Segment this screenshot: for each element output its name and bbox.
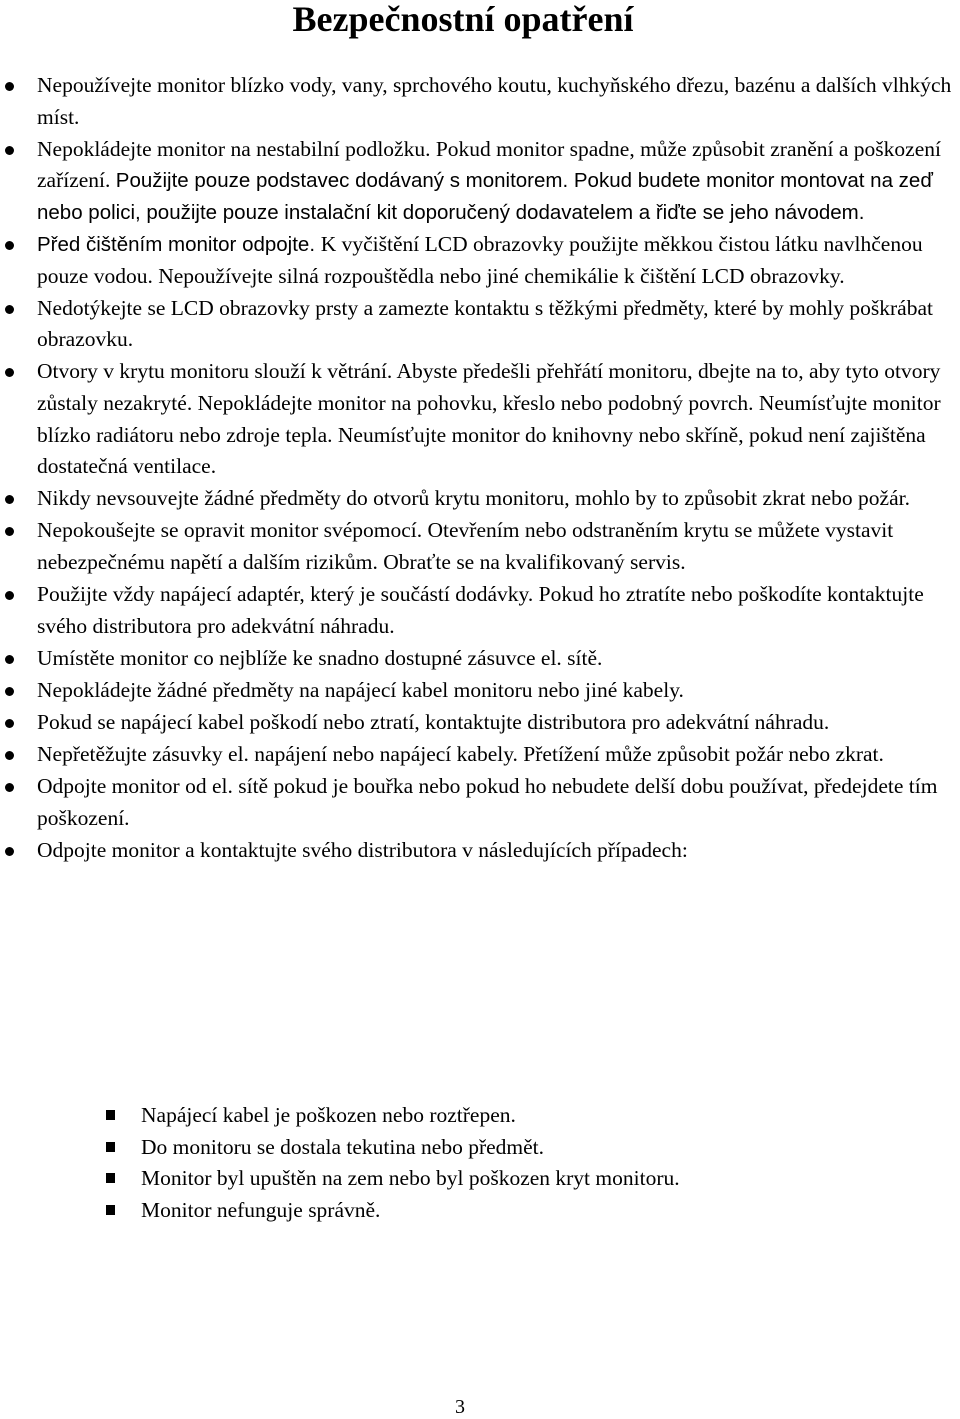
safety-item-stability [0,134,957,229]
safety-list [0,70,960,867]
bullet-icon [5,368,14,377]
item-text: Nepokládejte žádné předměty na napájecí kabel monitoru nebo jiné kabely. [37,677,684,702]
square-bullet-icon [106,1205,115,1215]
contact-case-text: Monitor nefunguje správně. [141,1197,381,1222]
item-text: Otvory v krytu monitoru slouží k větrání. Abyste předešli přehřátí monitoru, dbejte na to, aby tyto otvory zůstaly nezakryté. Nepokládejte monitor na pohovku, křeslo nebo podobný povrch. Neumísťujte monitor blízko radiátoru nebo zdroje tepla. Neumísťujte monitor do knihovny nebo skříně, pokud není zajištěna dostatečná ventilace. [37,359,941,479]
item-text: Umístěte monitor co nejblíže ke snadno dostupné zásuvce el. sítě. [37,645,603,670]
bullet-icon [5,783,14,792]
safety-item-adapter [0,579,957,642]
item-text: Nikdy nevsouvejte žádné předměty do otvorů krytu monitoru, mohlo by to způsobit zkrat nebo požár. [37,486,910,511]
contact-case-item [0,1195,960,1227]
safety-item-cable-damage [0,707,957,739]
item-text: Použijte vždy napájecí adaptér, který je součástí dodávky. Pokud ho ztratíte nebo poškodíte kontaktujte svého distributora pro adekvátní náhradu. [37,582,924,638]
contact-case-text: Monitor byl upuštěn na zem nebo byl poškozen kryt monitoru. [141,1166,680,1191]
item-text [37,229,957,292]
contact-case-item [0,1100,960,1132]
item-text-serif: Nepokládejte monitor na nestabilní podložku. Pokud monitor spadne, může způsobit zranění a poškození zařízení. [37,136,941,193]
bullet-icon [5,495,14,504]
bullet-icon [5,305,14,314]
bullet-icon [5,527,14,536]
contact-case-item [0,1163,960,1195]
item-text-sans: Použijte pouze podstavec dodávaný s monitorem. Pokud budete monitor montovat na zeď nebo polici, použijte pouze instalační kit doporučený dodavatelem a řiďte se jeho návodem. [37,169,933,224]
safety-item-cleaning [0,229,957,292]
bullet-icon [5,687,14,696]
bullet-icon [5,146,14,155]
safety-item-storm [0,771,957,834]
bullet-icon [5,82,14,91]
item-text [37,134,957,229]
contact-case-text: Napájecí kabel je poškozen nebo roztřepen. [141,1103,516,1127]
safety-item-contact [0,835,957,867]
page-number: 3 [455,1396,465,1418]
square-bullet-icon [106,1142,115,1152]
safety-item-repair [0,515,957,578]
square-bullet-icon [106,1110,115,1120]
square-bullet-icon [106,1173,115,1183]
item-text-serif: K vyčištění LCD obrazovky použijte měkkou čistou látku navlhčenou pouze vodou. Nepoužívejte silná rozpouštědla nebo jiné chemikálie k čištění LCD obrazovky. [37,231,923,288]
item-text-sans: Před čištěním monitor odpojte. [37,232,321,256]
bullet-icon [5,241,14,250]
safety-item-objects [0,483,957,515]
bullet-icon [5,719,14,728]
item-text: Pokud se napájecí kabel poškodí nebo ztratí, kontaktujte distributora pro adekvátní náhradu. [37,709,830,734]
item-text: Nepokoušejte se opravit monitor svépomocí. Otevřením nebo odstraněním krytu se můžete vystavit nebezpečnému napětí a dalším rizikům. Obraťte se na kvalifikovaný servis. [37,518,894,574]
contact-cases-list [0,1100,960,1226]
safety-item-water [0,70,957,133]
safety-item-cable-objects [0,675,957,707]
item-text: Nepřetěžujte zásuvky el. napájení nebo napájecí kabely. Přetížení může způsobit požár nebo zkrat. [37,741,884,766]
item-text: Nedotýkejte se LCD obrazovky prsty a zamezte kontaktu s těžkými předměty, které by mohly poškrábat obrazovku. [37,295,933,352]
bullet-icon [5,847,14,856]
item-text: Nepoužívejte monitor blízko vody, vany, sprchového koutu, kuchyňského dřezu, bazénu a dalších vlhkých míst. [37,73,952,129]
item-text: Odpojte monitor od el. sítě pokud je bouřka nebo pokud ho nebudete delší dobu používat, předejdete tím poškození. [37,774,938,830]
bullet-icon [5,751,14,760]
bullet-icon [5,591,14,600]
contact-case-text: Do monitoru se dostala tekutina nebo předmět. [141,1134,545,1159]
page-title: Bezpečnostní opatření [292,0,634,39]
safety-item-outlet [0,643,957,675]
bullet-icon [5,655,14,664]
safety-item-ventilation [0,356,957,482]
contact-case-item [0,1132,960,1164]
safety-item-touch [0,293,957,356]
safety-item-overload [0,739,957,771]
item-text: Odpojte monitor a kontaktujte svého distributora v následujících případech: [37,837,688,862]
